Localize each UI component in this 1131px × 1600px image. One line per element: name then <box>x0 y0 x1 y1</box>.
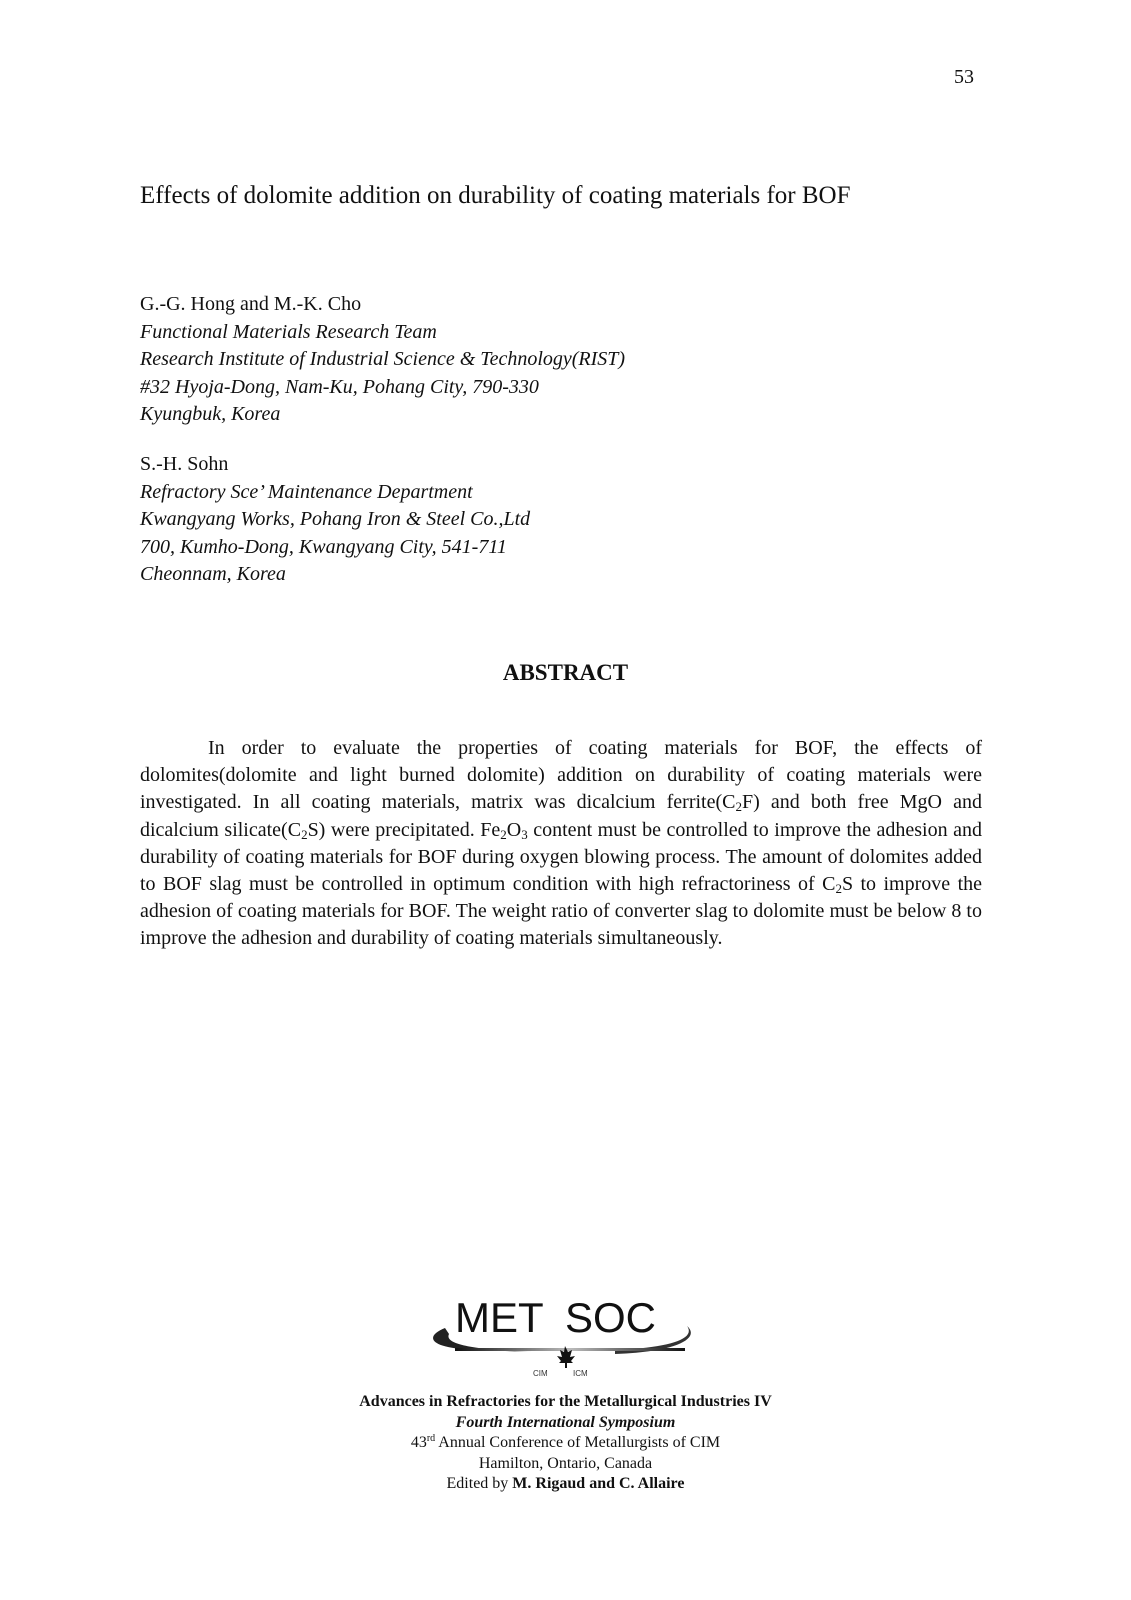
logo-cim-text: CIM <box>533 1369 548 1378</box>
affiliation-line: Research Institute of Industrial Science & Technology(RIST) <box>140 348 626 370</box>
page-number: 53 <box>954 66 974 88</box>
logo-icm-text: ICM <box>573 1369 588 1378</box>
location-line: Hamilton, Ontario, Canada <box>478 1454 653 1472</box>
affiliation-line: #32 Hyoja-Dong, Nam-Ku, Pohang City, 790-330 <box>140 375 539 398</box>
author-block-2 <box>140 451 530 589</box>
author-names: S.-H. Sohn <box>140 453 229 475</box>
proceedings-footer <box>0 1392 1131 1495</box>
paper-title: Effects of dolomite addition on durability of coating materials for BOF <box>140 182 851 209</box>
symposium-name: Fourth International Symposium <box>455 1413 676 1431</box>
author-names: G.-G. Hong and M.-K. Cho <box>140 293 362 315</box>
author-block-1 <box>140 291 625 429</box>
affiliation-line: Kwangyang Works, Pohang Iron & Steel Co.,Ltd <box>140 508 531 530</box>
logo-soc-text: SOC <box>565 1294 657 1341</box>
conference-line: 43rd Annual Conference of Metallurgists of CIM <box>410 1433 721 1451</box>
abstract-heading: ABSTRACT <box>502 660 629 685</box>
abstract-text: In order to evaluate the properties of coating materials for BOF, the effects of dolomites(dolomite and light burned dolomite) addition on durability of coating materials were investigated. In all coating materials, matrix was dicalcium $ferrite(C_2F)$ and both free MgO and dicalcium $silicate(C_2S)$ were precipitated. $Fe_2O_3$ content must be controlled to improve the adhesion and durability of coating materials for BOF during oxygen blowing process. The amount of dolomites added to BOF slag must be controlled in optimum condition with high refractoriness of $C_2S$ to improve the adhesion of coating materials for BOF. The weight ratio of converter slag to dolomite must be below 8 to improve the adhesion and durability of coating materials simultaneously. <box>140 737 982 950</box>
affiliation-line: Cheonnam, Korea <box>140 563 286 585</box>
affiliation-line: Refractory Sce’ Maintenance Department <box>140 480 473 503</box>
metsoc-logo <box>415 1290 715 1380</box>
affiliation-line: Functional Materials Research Team <box>140 320 437 343</box>
editors-line: Edited by M. Rigaud and C. Allaire <box>446 1475 685 1492</box>
proceedings-title: Advances in Refractories for the Metallurgical Industries IV <box>359 1393 772 1410</box>
logo-met-text: MET <box>455 1294 544 1341</box>
affiliation-line: 700, Kumho-Dong, Kwangyang City, 541-711 <box>140 535 507 558</box>
affiliation-line: Kyungbuk, Korea <box>140 403 281 425</box>
